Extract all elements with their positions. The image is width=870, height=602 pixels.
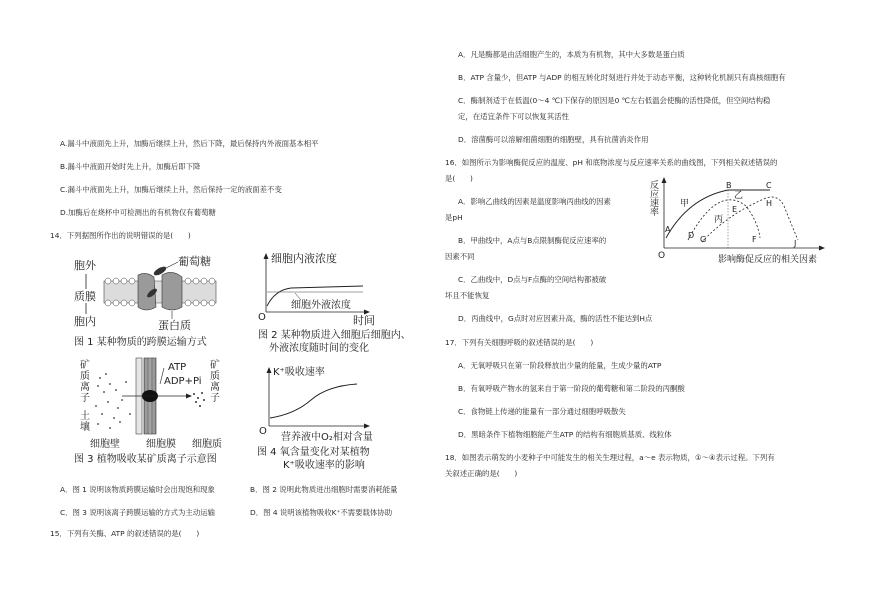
fig1-inside-label: 胞内 bbox=[74, 315, 96, 328]
q17-option-d: D．黑暗条件下植物细胞能产生ATP 的结构有细胞质基质、线粒体 bbox=[458, 430, 672, 439]
svg-text:反: 反 bbox=[650, 181, 660, 191]
q16-stem-line1: 16．如图所示为影响酶促反应的温度、pH 和底物浓度与反应速率关系的曲线图，下列相关叙述错误的 bbox=[445, 158, 778, 167]
q17-stem: 17．下列有关细胞呼吸的叙述错误的是( ) bbox=[445, 338, 594, 347]
q16-point-c: C bbox=[766, 181, 772, 190]
fig3-soil-label bbox=[80, 409, 90, 433]
fig2-x-label: 时间 bbox=[353, 314, 375, 327]
q16-enzyme-graph bbox=[648, 176, 834, 268]
q16-option-c-line1: C．乙曲线中，D点与F点酶的空间结构都被破 bbox=[458, 275, 607, 284]
fig1-membrane-label: 质膜 bbox=[74, 290, 96, 303]
fig1-membrane-band bbox=[104, 281, 216, 303]
q14-stem: 14．下列据图所作出的说明错误的是( ) bbox=[50, 231, 191, 240]
q15-option-b: B．ATP 含量少，但ATP 与ADP 的相互转化时刻进行并处于动态平衡，这种转化机制只有真核细胞有 bbox=[458, 73, 786, 82]
svg-text:质: 质 bbox=[80, 371, 90, 382]
q18-stem-line2: 关叙述正确的是( ) bbox=[445, 469, 518, 478]
fig1-caption: 图 1 某种物质的跨膜运输方式 bbox=[74, 337, 207, 348]
svg-text:率: 率 bbox=[650, 208, 660, 218]
svg-text:速: 速 bbox=[650, 199, 660, 209]
q16-option-d: D．丙曲线中，G点时对应因素升高，酶的活性不能达到H点 bbox=[458, 314, 653, 323]
fig3-caption: 图 3 植物吸收某矿质离子示意图 bbox=[74, 454, 217, 465]
fig3-wall-label: 细胞壁 bbox=[90, 439, 120, 450]
q16-point-b: B bbox=[726, 181, 732, 190]
fig3-adp-label: ADP+Pi bbox=[164, 376, 202, 387]
svg-text:离: 离 bbox=[210, 382, 220, 393]
figure-1-membrane-transport bbox=[60, 253, 270, 349]
q16-label-jia: 甲 bbox=[680, 199, 690, 209]
fig1-glucose-label: 葡萄糖 bbox=[178, 255, 211, 268]
q15-stem: 15．下列有关酶、ATP 的叙述错误的是( ) bbox=[50, 529, 200, 538]
q16-graph-origin: O bbox=[658, 251, 666, 261]
svg-text:土: 土 bbox=[80, 411, 90, 422]
fig3-membrane-label: 细胞膜 bbox=[146, 439, 176, 450]
fig2-caption-line2: 外液浓度随时间的变化 bbox=[269, 343, 369, 354]
svg-text:应: 应 bbox=[650, 190, 660, 200]
q18-stem-line1: 18．如图表示萌发的小麦种子中可能发生的相关生理过程，a～e 表示物质，①～④表示过程。下列有 bbox=[445, 453, 775, 462]
fig3-ion-label-left bbox=[80, 358, 90, 404]
q16-point-a: A bbox=[665, 225, 671, 234]
q16-option-b-line1: B．甲曲线中，A点与B点限制酶促反应速率的 bbox=[458, 236, 607, 245]
figure-2-concentration-graph bbox=[255, 250, 435, 360]
svg-text:矿: 矿 bbox=[80, 360, 90, 371]
fig1-glucose-pointer bbox=[166, 262, 178, 268]
fig3-ion-label-right bbox=[210, 358, 220, 404]
q14-option-b: B．图 2 说明此物质进出细胞时需要消耗能量 bbox=[250, 485, 398, 494]
q16-point-d: D bbox=[688, 231, 695, 240]
q16-option-b-line2: 因素不同 bbox=[445, 252, 475, 261]
fig3-cytoplasm-label: 细胞质 bbox=[192, 439, 222, 450]
fig3-ion-dots bbox=[95, 373, 131, 429]
fig2-caption-line1: 图 2 某种物质进入细胞后细胞内、 bbox=[258, 330, 411, 341]
fig3-atp-label: ATP bbox=[168, 362, 187, 373]
fig4-caption-line2: K⁺吸收速率的影响 bbox=[283, 460, 365, 471]
q16-graph-x-label: 影响酶促反应的相关因素 bbox=[718, 255, 818, 265]
svg-text:离: 离 bbox=[80, 382, 90, 393]
q17-option-b: B．有氧呼吸产物水的氢来自于第一阶段的葡萄糖和第二阶段的丙酮酸 bbox=[458, 384, 685, 393]
q16-option-a-line1: A．影响乙曲线的因素是温度影响丙曲线的因素 bbox=[458, 197, 611, 206]
q13-option-a: A.漏斗中液面先上升，加酶后继续上升，然后下降，最后保持内外液面基本相平 bbox=[60, 139, 319, 148]
svg-text:矿: 矿 bbox=[210, 360, 220, 371]
fig4-origin: O bbox=[259, 426, 267, 437]
q16-point-h: H bbox=[766, 199, 773, 208]
q16-graph-y-label bbox=[650, 179, 659, 218]
q16-option-c-line2: 坏且不能恢复 bbox=[445, 291, 490, 300]
q16-point-g: G bbox=[700, 235, 707, 244]
q17-option-a: A．无氧呼吸只在第一阶段释放出少量的能量，生成少量的ATP bbox=[458, 361, 662, 370]
q15-option-c-line1: C．酶制剂适于在低温(0～4 ℃)下保存的原因是0 ℃左右低温会使酶的活性降低，但空间结构稳 bbox=[458, 96, 771, 105]
figure-3-ion-absorption bbox=[60, 356, 260, 468]
q13-option-d: D.加酶后在烧杯中可检测出的有机物仅有葡萄糖 bbox=[60, 208, 216, 217]
q15-option-a: A．凡是酶都是由活细胞产生的，本质为有机物，其中大多数是蛋白质 bbox=[458, 50, 685, 59]
q16-option-a-line2: 是pH bbox=[445, 213, 463, 222]
q17-option-c: C．食物链上传递的能量有一部分通过细胞呼吸散失 bbox=[458, 407, 626, 416]
figure-4-k-absorption-graph bbox=[255, 362, 435, 474]
svg-text:子: 子 bbox=[210, 393, 220, 404]
fig4-x-label: 营养液中O₂相对含量 bbox=[281, 432, 373, 443]
q15-option-d: D．溶菌酶可以溶解细菌细胞的细胞壁，具有抗菌消炎作用 bbox=[458, 135, 649, 144]
fig1-carrier-protein-2 bbox=[162, 272, 182, 310]
q16-curve-yi bbox=[688, 200, 760, 240]
svg-text:质: 质 bbox=[210, 371, 220, 382]
fig1-protein-label: 蛋白质 bbox=[158, 319, 191, 332]
q15-option-c-line2: 定，在适宜条件下可以恢复其活性 bbox=[458, 112, 569, 121]
fig4-caption-line1: 图 4 氧含量变化对某植物 bbox=[257, 447, 370, 458]
q16-stem-line2: 是( ) bbox=[445, 174, 473, 183]
fig2-y-label: 细胞内液浓度 bbox=[271, 252, 337, 265]
q14-option-c: C．图 3 说明该离子跨膜运输的方式为主动运输 bbox=[60, 508, 215, 517]
q13-option-b: B.漏斗中液面开始时先上升，加酶后即下降 bbox=[60, 162, 201, 171]
fig2-origin: O bbox=[258, 312, 266, 323]
q14-option-a: A．图 1 说明该物质跨膜运输时会出现饱和现象 bbox=[60, 485, 215, 494]
q16-label-bing: 丙 bbox=[714, 215, 724, 225]
fig2-y-arrow bbox=[264, 253, 269, 259]
fig4-y-label: K⁺吸收速率 bbox=[273, 367, 325, 378]
q16-label-yi: 乙 bbox=[734, 191, 744, 201]
svg-text:子: 子 bbox=[80, 393, 90, 404]
fig1-outside-label: 胞外 bbox=[74, 259, 96, 272]
fig4-curve bbox=[270, 384, 357, 418]
fig2-outside-label: 细胞外液浓度 bbox=[291, 300, 351, 311]
fig3-ion-dots-right bbox=[193, 392, 205, 407]
q16-curve-jia bbox=[666, 190, 773, 238]
q14-option-d: D．图 4 说明该植物吸收K⁺不需要载体协助 bbox=[250, 508, 393, 517]
q16-point-e: E bbox=[732, 205, 738, 214]
svg-text:壤: 壤 bbox=[80, 422, 90, 433]
q16-point-j: J bbox=[794, 239, 797, 248]
q13-option-c: C.漏斗中液面先上升，加酶后继续上升，然后保持一定的液面差不变 bbox=[60, 185, 282, 194]
fig2-outside-pointer bbox=[295, 293, 301, 300]
q16-point-f: F bbox=[752, 235, 757, 244]
